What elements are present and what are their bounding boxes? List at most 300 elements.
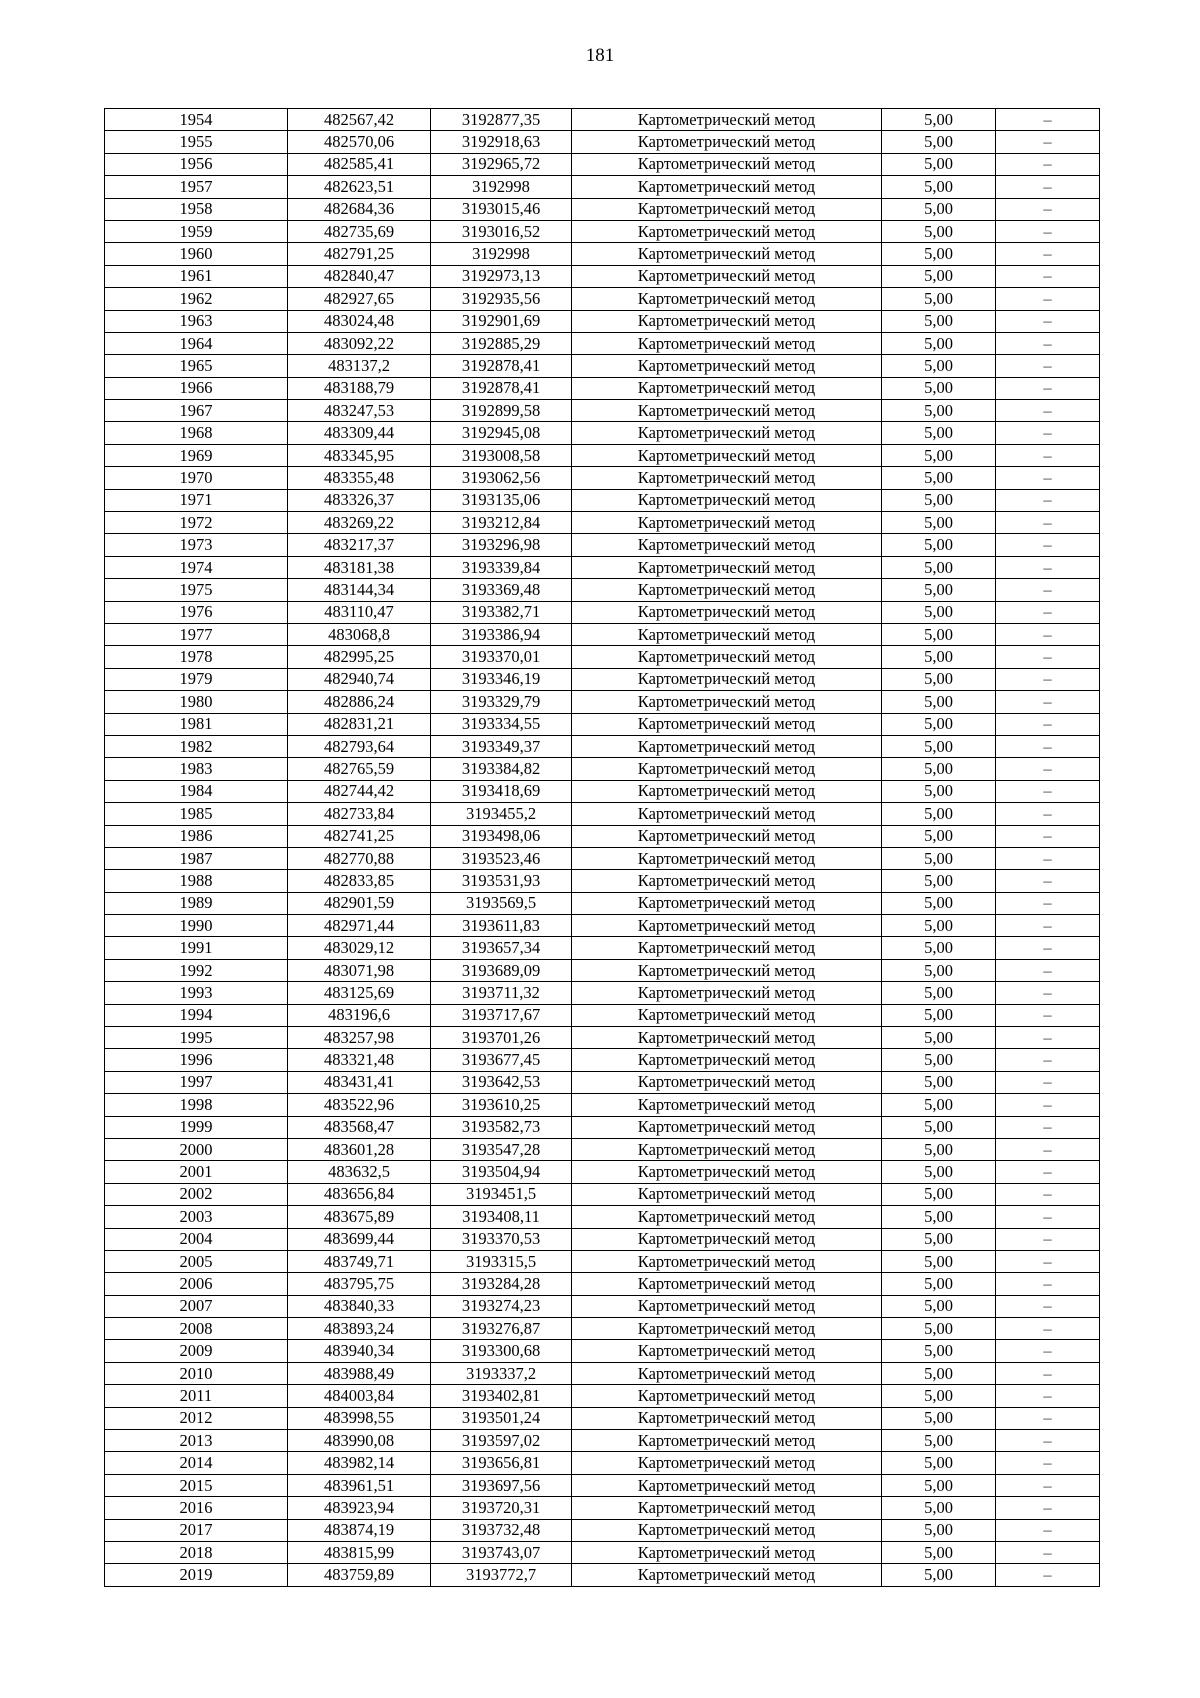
point-number-cell: 1981 [105, 713, 288, 735]
note-cell: – [996, 332, 1100, 354]
note-cell: – [996, 1161, 1100, 1183]
method-cell: Картометрический метод [572, 780, 882, 802]
y-coordinate-cell: 3192945,08 [431, 422, 572, 444]
accuracy-cell: 5,00 [882, 1340, 996, 1362]
x-coordinate-cell: 482770,88 [288, 847, 431, 869]
point-number-cell: 2016 [105, 1497, 288, 1519]
y-coordinate-cell: 3193720,31 [431, 1497, 572, 1519]
y-coordinate-cell: 3193498,06 [431, 825, 572, 847]
x-coordinate-cell: 482793,64 [288, 735, 431, 757]
table-row [105, 780, 1100, 802]
table-row [105, 310, 1100, 332]
table-row [105, 109, 1100, 131]
accuracy-cell: 5,00 [882, 668, 996, 690]
method-cell: Картометрический метод [572, 444, 882, 466]
y-coordinate-cell: 3192935,56 [431, 288, 572, 310]
y-coordinate-cell: 3193016,52 [431, 220, 572, 242]
method-cell: Картометрический метод [572, 803, 882, 825]
point-number-cell: 2002 [105, 1183, 288, 1205]
y-coordinate-cell: 3193677,45 [431, 1049, 572, 1071]
y-coordinate-cell: 3193455,2 [431, 803, 572, 825]
table-row [105, 735, 1100, 757]
method-cell: Картометрический метод [572, 377, 882, 399]
note-cell: – [996, 825, 1100, 847]
y-coordinate-cell: 3193501,24 [431, 1407, 572, 1429]
y-coordinate-cell: 3193657,34 [431, 937, 572, 959]
point-number-cell: 1972 [105, 512, 288, 534]
accuracy-cell: 5,00 [882, 780, 996, 802]
table-row [105, 444, 1100, 466]
method-cell: Картометрический метод [572, 1430, 882, 1452]
x-coordinate-cell: 483840,33 [288, 1295, 431, 1317]
point-number-cell: 1962 [105, 288, 288, 310]
x-coordinate-cell: 483309,44 [288, 422, 431, 444]
table-row [105, 668, 1100, 690]
x-coordinate-cell: 483699,44 [288, 1228, 431, 1250]
point-number-cell: 2005 [105, 1250, 288, 1272]
point-number-cell: 1992 [105, 959, 288, 981]
point-number-cell: 1977 [105, 623, 288, 645]
accuracy-cell: 5,00 [882, 310, 996, 332]
point-number-cell: 1991 [105, 937, 288, 959]
y-coordinate-cell: 3193711,32 [431, 982, 572, 1004]
x-coordinate-cell: 482623,51 [288, 176, 431, 198]
note-cell: – [996, 735, 1100, 757]
x-coordinate-cell: 483068,8 [288, 623, 431, 645]
point-number-cell: 1994 [105, 1004, 288, 1026]
table-row [105, 691, 1100, 713]
x-coordinate-cell: 483024,48 [288, 310, 431, 332]
note-cell: – [996, 444, 1100, 466]
method-cell: Картометрический метод [572, 1049, 882, 1071]
x-coordinate-cell: 483982,14 [288, 1452, 431, 1474]
table-row [105, 1318, 1100, 1340]
note-cell: – [996, 780, 1100, 802]
point-number-cell: 1967 [105, 400, 288, 422]
accuracy-cell: 5,00 [882, 332, 996, 354]
method-cell: Картометрический метод [572, 735, 882, 757]
method-cell: Картометрический метод [572, 1452, 882, 1474]
method-cell: Картометрический метод [572, 288, 882, 310]
note-cell: – [996, 959, 1100, 981]
method-cell: Картометрический метод [572, 1340, 882, 1362]
table-row [105, 1094, 1100, 1116]
method-cell: Картометрический метод [572, 847, 882, 869]
y-coordinate-cell: 3193697,56 [431, 1474, 572, 1496]
table-row [105, 355, 1100, 377]
x-coordinate-cell: 483998,55 [288, 1407, 431, 1429]
method-cell: Картометрический метод [572, 646, 882, 668]
y-coordinate-cell: 3193408,11 [431, 1206, 572, 1228]
point-number-cell: 1982 [105, 735, 288, 757]
point-number-cell: 2001 [105, 1161, 288, 1183]
table-row [105, 1519, 1100, 1541]
table-row [105, 1138, 1100, 1160]
note-cell: – [996, 198, 1100, 220]
y-coordinate-cell: 3192901,69 [431, 310, 572, 332]
method-cell: Картометрический метод [572, 556, 882, 578]
y-coordinate-cell: 3193656,81 [431, 1452, 572, 1474]
method-cell: Картометрический метод [572, 1407, 882, 1429]
y-coordinate-cell: 3193569,5 [431, 892, 572, 914]
y-coordinate-cell: 3192878,41 [431, 377, 572, 399]
y-coordinate-cell: 3193531,93 [431, 870, 572, 892]
accuracy-cell: 5,00 [882, 1318, 996, 1340]
y-coordinate-cell: 3193349,37 [431, 735, 572, 757]
point-number-cell: 2006 [105, 1273, 288, 1295]
y-coordinate-cell: 3193610,25 [431, 1094, 572, 1116]
note-cell: – [996, 1116, 1100, 1138]
x-coordinate-cell: 483355,48 [288, 467, 431, 489]
point-number-cell: 1984 [105, 780, 288, 802]
note-cell: – [996, 1228, 1100, 1250]
y-coordinate-cell: 3192918,63 [431, 131, 572, 153]
accuracy-cell: 5,00 [882, 1250, 996, 1272]
note-cell: – [996, 467, 1100, 489]
table-row [105, 959, 1100, 981]
method-cell: Картометрический метод [572, 1161, 882, 1183]
method-cell: Картометрический метод [572, 1138, 882, 1160]
x-coordinate-cell: 483961,51 [288, 1474, 431, 1496]
point-number-cell: 1960 [105, 243, 288, 265]
x-coordinate-cell: 483431,41 [288, 1071, 431, 1093]
method-cell: Картометрический метод [572, 915, 882, 937]
point-number-cell: 2015 [105, 1474, 288, 1496]
table-row [105, 1497, 1100, 1519]
y-coordinate-cell: 3193135,06 [431, 489, 572, 511]
x-coordinate-cell: 483815,99 [288, 1542, 431, 1564]
y-coordinate-cell: 3193346,19 [431, 668, 572, 690]
table-row [105, 1071, 1100, 1093]
y-coordinate-cell: 3193689,09 [431, 959, 572, 981]
x-coordinate-cell: 482791,25 [288, 243, 431, 265]
method-cell: Картометрический метод [572, 422, 882, 444]
x-coordinate-cell: 482733,84 [288, 803, 431, 825]
y-coordinate-cell: 3192877,35 [431, 109, 572, 131]
point-number-cell: 1980 [105, 691, 288, 713]
method-cell: Картометрический метод [572, 400, 882, 422]
x-coordinate-cell: 483269,22 [288, 512, 431, 534]
accuracy-cell: 5,00 [882, 1206, 996, 1228]
accuracy-cell: 5,00 [882, 355, 996, 377]
x-coordinate-cell: 483326,37 [288, 489, 431, 511]
accuracy-cell: 5,00 [882, 1138, 996, 1160]
point-number-cell: 1961 [105, 265, 288, 287]
accuracy-cell: 5,00 [882, 758, 996, 780]
accuracy-cell: 5,00 [882, 400, 996, 422]
x-coordinate-cell: 482971,44 [288, 915, 431, 937]
x-coordinate-cell: 482995,25 [288, 646, 431, 668]
table-row [105, 467, 1100, 489]
x-coordinate-cell: 482831,21 [288, 713, 431, 735]
point-number-cell: 1990 [105, 915, 288, 937]
point-number-cell: 1958 [105, 198, 288, 220]
accuracy-cell: 5,00 [882, 467, 996, 489]
table-row [105, 1385, 1100, 1407]
note-cell: – [996, 870, 1100, 892]
note-cell: – [996, 377, 1100, 399]
x-coordinate-cell: 483601,28 [288, 1138, 431, 1160]
y-coordinate-cell: 3193597,02 [431, 1430, 572, 1452]
table-row [105, 1564, 1100, 1586]
y-coordinate-cell: 3193062,56 [431, 467, 572, 489]
table-row [105, 1273, 1100, 1295]
coordinates-table [104, 108, 1100, 1587]
x-coordinate-cell: 483632,5 [288, 1161, 431, 1183]
table-row [105, 623, 1100, 645]
method-cell: Картометрический метод [572, 489, 882, 511]
note-cell: – [996, 1004, 1100, 1026]
table-row [105, 982, 1100, 1004]
table-row [105, 534, 1100, 556]
x-coordinate-cell: 483110,47 [288, 601, 431, 623]
note-cell: – [996, 713, 1100, 735]
y-coordinate-cell: 3193334,55 [431, 713, 572, 735]
accuracy-cell: 5,00 [882, 265, 996, 287]
note-cell: – [996, 176, 1100, 198]
y-coordinate-cell: 3193008,58 [431, 444, 572, 466]
y-coordinate-cell: 3193504,94 [431, 1161, 572, 1183]
accuracy-cell: 5,00 [882, 691, 996, 713]
table-row [105, 131, 1100, 153]
note-cell: – [996, 512, 1100, 534]
note-cell: – [996, 1295, 1100, 1317]
accuracy-cell: 5,00 [882, 803, 996, 825]
note-cell: – [996, 1250, 1100, 1272]
y-coordinate-cell: 3193296,98 [431, 534, 572, 556]
note-cell: – [996, 1452, 1100, 1474]
note-cell: – [996, 668, 1100, 690]
y-coordinate-cell: 3193772,7 [431, 1564, 572, 1586]
table-row [105, 1340, 1100, 1362]
point-number-cell: 2017 [105, 1519, 288, 1541]
point-number-cell: 1966 [105, 377, 288, 399]
note-cell: – [996, 422, 1100, 444]
y-coordinate-cell: 3193276,87 [431, 1318, 572, 1340]
note-cell: – [996, 1542, 1100, 1564]
method-cell: Картометрический метод [572, 1027, 882, 1049]
table-row [105, 1004, 1100, 1026]
note-cell: – [996, 243, 1100, 265]
note-cell: – [996, 646, 1100, 668]
point-number-cell: 2019 [105, 1564, 288, 1586]
method-cell: Картометрический метод [572, 691, 882, 713]
y-coordinate-cell: 3193523,46 [431, 847, 572, 869]
point-number-cell: 1997 [105, 1071, 288, 1093]
note-cell: – [996, 623, 1100, 645]
table-row [105, 1228, 1100, 1250]
y-coordinate-cell: 3193701,26 [431, 1027, 572, 1049]
point-number-cell: 1974 [105, 556, 288, 578]
accuracy-cell: 5,00 [882, 959, 996, 981]
method-cell: Картометрический метод [572, 1385, 882, 1407]
method-cell: Картометрический метод [572, 1273, 882, 1295]
accuracy-cell: 5,00 [882, 176, 996, 198]
table-row [105, 243, 1100, 265]
method-cell: Картометрический метод [572, 1519, 882, 1541]
x-coordinate-cell: 483257,98 [288, 1027, 431, 1049]
accuracy-cell: 5,00 [882, 847, 996, 869]
note-cell: – [996, 1564, 1100, 1586]
note-cell: – [996, 1138, 1100, 1160]
point-number-cell: 1957 [105, 176, 288, 198]
point-number-cell: 1971 [105, 489, 288, 511]
note-cell: – [996, 1049, 1100, 1071]
y-coordinate-cell: 3192899,58 [431, 400, 572, 422]
table-row [105, 176, 1100, 198]
point-number-cell: 1959 [105, 220, 288, 242]
method-cell: Картометрический метод [572, 355, 882, 377]
accuracy-cell: 5,00 [882, 1027, 996, 1049]
note-cell: – [996, 534, 1100, 556]
accuracy-cell: 5,00 [882, 1094, 996, 1116]
accuracy-cell: 5,00 [882, 512, 996, 534]
method-cell: Картометрический метод [572, 332, 882, 354]
y-coordinate-cell: 3193212,84 [431, 512, 572, 534]
table-row [105, 220, 1100, 242]
note-cell: – [996, 265, 1100, 287]
accuracy-cell: 5,00 [882, 623, 996, 645]
coordinates-table-body [105, 109, 1100, 1587]
accuracy-cell: 5,00 [882, 220, 996, 242]
x-coordinate-cell: 483656,84 [288, 1183, 431, 1205]
table-row [105, 915, 1100, 937]
method-cell: Картометрический метод [572, 512, 882, 534]
method-cell: Картометрический метод [572, 623, 882, 645]
accuracy-cell: 5,00 [882, 982, 996, 1004]
note-cell: – [996, 1474, 1100, 1496]
method-cell: Картометрический метод [572, 310, 882, 332]
x-coordinate-cell: 484003,84 [288, 1385, 431, 1407]
y-coordinate-cell: 3193274,23 [431, 1295, 572, 1317]
table-row [105, 713, 1100, 735]
x-coordinate-cell: 483217,37 [288, 534, 431, 556]
accuracy-cell: 5,00 [882, 937, 996, 959]
accuracy-cell: 5,00 [882, 646, 996, 668]
accuracy-cell: 5,00 [882, 1497, 996, 1519]
y-coordinate-cell: 3193329,79 [431, 691, 572, 713]
x-coordinate-cell: 483893,24 [288, 1318, 431, 1340]
accuracy-cell: 5,00 [882, 1362, 996, 1384]
x-coordinate-cell: 482765,59 [288, 758, 431, 780]
point-number-cell: 2014 [105, 1452, 288, 1474]
point-number-cell: 1969 [105, 444, 288, 466]
table-row [105, 1430, 1100, 1452]
method-cell: Картометрический метод [572, 1474, 882, 1496]
table-row [105, 1542, 1100, 1564]
table-row [105, 937, 1100, 959]
method-cell: Картометрический метод [572, 1094, 882, 1116]
x-coordinate-cell: 482567,42 [288, 109, 431, 131]
y-coordinate-cell: 3193732,48 [431, 1519, 572, 1541]
method-cell: Картометрический метод [572, 153, 882, 175]
method-cell: Картометрический метод [572, 467, 882, 489]
accuracy-cell: 5,00 [882, 735, 996, 757]
accuracy-cell: 5,00 [882, 1228, 996, 1250]
accuracy-cell: 5,00 [882, 825, 996, 847]
x-coordinate-cell: 483125,69 [288, 982, 431, 1004]
method-cell: Картометрический метод [572, 1250, 882, 1272]
table-row [105, 422, 1100, 444]
x-coordinate-cell: 483321,48 [288, 1049, 431, 1071]
note-cell: – [996, 1340, 1100, 1362]
note-cell: – [996, 1183, 1100, 1205]
point-number-cell: 1995 [105, 1027, 288, 1049]
table-row [105, 1407, 1100, 1429]
x-coordinate-cell: 483990,08 [288, 1430, 431, 1452]
method-cell: Картометрический метод [572, 198, 882, 220]
y-coordinate-cell: 3193315,5 [431, 1250, 572, 1272]
y-coordinate-cell: 3193370,01 [431, 646, 572, 668]
x-coordinate-cell: 483874,19 [288, 1519, 431, 1541]
accuracy-cell: 5,00 [882, 377, 996, 399]
method-cell: Картометрический метод [572, 601, 882, 623]
accuracy-cell: 5,00 [882, 153, 996, 175]
point-number-cell: 1970 [105, 467, 288, 489]
accuracy-cell: 5,00 [882, 1564, 996, 1586]
y-coordinate-cell: 3193743,07 [431, 1542, 572, 1564]
x-coordinate-cell: 482840,47 [288, 265, 431, 287]
accuracy-cell: 5,00 [882, 1049, 996, 1071]
point-number-cell: 2010 [105, 1362, 288, 1384]
accuracy-cell: 5,00 [882, 1407, 996, 1429]
note-cell: – [996, 1273, 1100, 1295]
y-coordinate-cell: 3193337,2 [431, 1362, 572, 1384]
table-row [105, 512, 1100, 534]
method-cell: Картометрический метод [572, 131, 882, 153]
method-cell: Картометрический метод [572, 959, 882, 981]
note-cell: – [996, 489, 1100, 511]
y-coordinate-cell: 3193370,53 [431, 1228, 572, 1250]
x-coordinate-cell: 483092,22 [288, 332, 431, 354]
point-number-cell: 2011 [105, 1385, 288, 1407]
y-coordinate-cell: 3193382,71 [431, 601, 572, 623]
point-number-cell: 1986 [105, 825, 288, 847]
table-row [105, 265, 1100, 287]
table-row [105, 1206, 1100, 1228]
table-row [105, 758, 1100, 780]
accuracy-cell: 5,00 [882, 243, 996, 265]
x-coordinate-cell: 482684,36 [288, 198, 431, 220]
table-row [105, 1027, 1100, 1049]
x-coordinate-cell: 482901,59 [288, 892, 431, 914]
accuracy-cell: 5,00 [882, 444, 996, 466]
y-coordinate-cell: 3193547,28 [431, 1138, 572, 1160]
table-row [105, 489, 1100, 511]
point-number-cell: 2008 [105, 1318, 288, 1340]
table-row [105, 332, 1100, 354]
x-coordinate-cell: 483759,89 [288, 1564, 431, 1586]
point-number-cell: 1978 [105, 646, 288, 668]
point-number-cell: 1988 [105, 870, 288, 892]
y-coordinate-cell: 3192998 [431, 176, 572, 198]
method-cell: Картометрический метод [572, 1542, 882, 1564]
x-coordinate-cell: 482741,25 [288, 825, 431, 847]
method-cell: Картометрический метод [572, 1295, 882, 1317]
note-cell: – [996, 758, 1100, 780]
method-cell: Картометрический метод [572, 220, 882, 242]
x-coordinate-cell: 483071,98 [288, 959, 431, 981]
y-coordinate-cell: 3193386,94 [431, 623, 572, 645]
point-number-cell: 1956 [105, 153, 288, 175]
note-cell: – [996, 937, 1100, 959]
page-number: 181 [585, 45, 615, 66]
note-cell: – [996, 153, 1100, 175]
x-coordinate-cell: 482833,85 [288, 870, 431, 892]
y-coordinate-cell: 3193384,82 [431, 758, 572, 780]
method-cell: Картометрический метод [572, 176, 882, 198]
method-cell: Картометрический метод [572, 1206, 882, 1228]
